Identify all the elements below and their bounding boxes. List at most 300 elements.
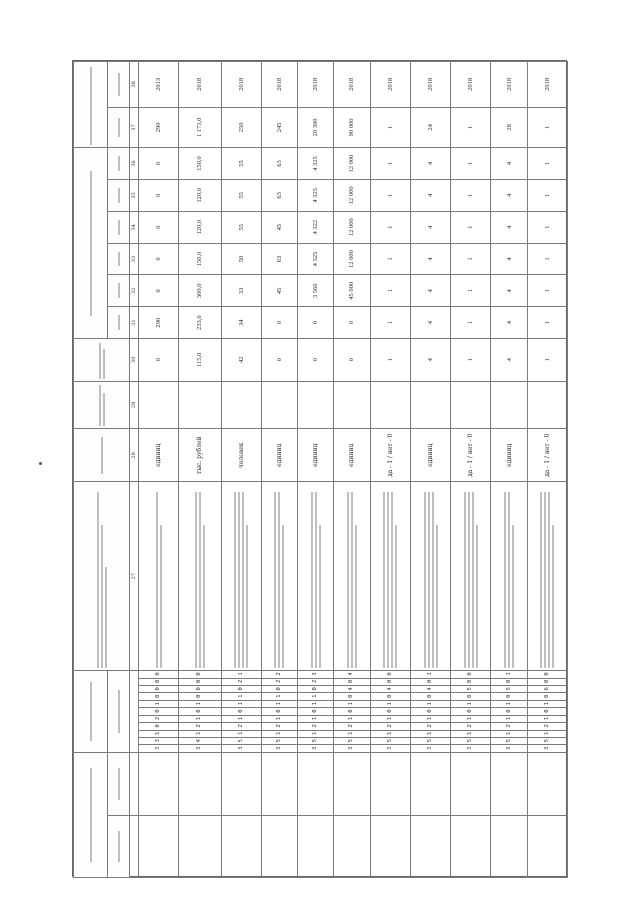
program-code-digit: 1	[451, 730, 491, 737]
planned-value-cell: 33	[221, 275, 261, 307]
source-cell	[179, 381, 221, 429]
total-cell: 245	[261, 107, 297, 147]
column-number: 36	[130, 148, 139, 180]
planned-value-cell: 1	[451, 275, 491, 307]
table-row	[334, 62, 370, 878]
program-code-digit: 2	[410, 723, 450, 730]
table-row	[410, 62, 450, 878]
budget-classification-cell	[139, 816, 179, 878]
program-code-digit: 1	[334, 715, 370, 722]
column-number: 38	[130, 62, 139, 108]
program-code-digit: 1	[179, 700, 221, 707]
planned-value-cell: 4 322	[298, 211, 334, 243]
program-code-digit: 0	[179, 693, 221, 700]
indicator-description	[451, 482, 491, 671]
program-code-digit: 2	[221, 678, 261, 685]
budget-classification-cell	[221, 752, 261, 816]
program-code-digit: 2	[334, 723, 370, 730]
program-code-digit: 1	[451, 700, 491, 707]
indicator-description	[139, 482, 179, 671]
program-code-digit: 1	[179, 730, 221, 737]
planned-value-cell: 1	[451, 307, 491, 339]
target-year-cell: 2018	[179, 62, 221, 108]
column-number: 29	[130, 381, 139, 429]
planned-value-cell: 4	[410, 179, 450, 211]
program-code-digit: 0	[410, 693, 450, 700]
planned-value-cell: 4 325	[298, 179, 334, 211]
program-code-digit: 1	[527, 700, 567, 707]
base-value-cell: 42	[221, 339, 261, 381]
table-body	[139, 62, 568, 878]
program-code-digit: 0	[179, 686, 221, 693]
unit-cell: единиц	[334, 429, 370, 482]
planned-value-cell: 4 325	[298, 243, 334, 275]
planned-value-cell: 1	[527, 211, 567, 243]
program-code-digit: 0	[410, 678, 450, 685]
unit-cell: единиц	[261, 429, 297, 482]
target-year-cell: 2013	[139, 62, 179, 108]
indicator-description	[491, 482, 527, 671]
program-code-digit: 0	[139, 708, 179, 715]
target-year-cell: 2018	[298, 62, 334, 108]
program-code-digit: 2	[491, 723, 527, 730]
planned-value-cell: 1	[451, 148, 491, 180]
program-code-digit: 0	[451, 671, 491, 678]
program-code-digit: 0	[527, 708, 567, 715]
table-row	[491, 62, 527, 878]
table-row	[261, 62, 297, 878]
planned-value-cell: 0	[139, 148, 179, 180]
rotated-table-frame	[72, 60, 567, 877]
header-budget-classification	[74, 752, 108, 877]
program-code-digit: 1	[221, 671, 261, 678]
header-planned-values	[74, 148, 108, 339]
unit-cell: единиц	[298, 429, 334, 482]
planned-value-cell: 233,0	[179, 307, 221, 339]
indicator-description	[370, 482, 410, 671]
program-code-digit: 2	[261, 723, 297, 730]
program-code-digit: 0	[261, 686, 297, 693]
planned-value-cell: 55	[221, 148, 261, 180]
program-code-digit: 0	[139, 686, 179, 693]
program-code-digit: 0	[334, 693, 370, 700]
program-code-digit: 1	[261, 730, 297, 737]
base-value-cell: 0	[139, 339, 179, 381]
program-code-digit: 5	[410, 737, 450, 744]
base-value-cell: 0	[298, 339, 334, 381]
indicator-description	[334, 482, 370, 671]
program-code-digit: 4	[370, 686, 410, 693]
planned-value-cell: 12 000	[334, 148, 370, 180]
target-year-cell: 2018	[261, 62, 297, 108]
program-code-digit: 0	[491, 708, 527, 715]
column-number: 27	[130, 482, 139, 671]
planned-value-cell: 4	[491, 243, 527, 275]
table-row	[179, 62, 221, 878]
program-code-digit: 4	[334, 671, 370, 678]
planned-value-cell: 4	[410, 148, 450, 180]
program-code-digit: 1	[491, 700, 527, 707]
program-code-digit: 5	[491, 686, 527, 693]
total-cell: 290	[139, 107, 179, 147]
program-code-digit: 0	[451, 678, 491, 685]
program-code-digit: 1	[370, 700, 410, 707]
program-code-digit: 2	[298, 723, 334, 730]
planned-value-cell: 55	[221, 179, 261, 211]
planned-value-cell: 1	[451, 243, 491, 275]
unit-cell: да - 1 / нет - 0	[451, 429, 491, 482]
planned-value-cell: 3 560	[298, 275, 334, 307]
planned-value-cell: 4	[491, 275, 527, 307]
program-code-digit: 1	[298, 693, 334, 700]
program-code-digit: 5	[527, 737, 567, 744]
source-cell	[527, 381, 567, 429]
indicator-description	[410, 482, 450, 671]
program-code-digit: 1	[139, 730, 179, 737]
program-code-digit: 1	[410, 700, 450, 707]
indicator-description	[298, 482, 334, 671]
program-code-digit: 2	[370, 723, 410, 730]
indicator-description	[261, 482, 297, 671]
indicator-description	[527, 482, 567, 671]
program-code-digit: 3	[334, 745, 370, 752]
planned-value-cell: 50	[221, 243, 261, 275]
program-code-digit: 5	[451, 686, 491, 693]
table-row	[370, 62, 410, 878]
base-value-cell: 4	[491, 339, 527, 381]
program-code-digit: 1	[221, 730, 261, 737]
unit-cell: да - 1 / нет - 0	[370, 429, 410, 482]
planned-value-cell: 1	[370, 211, 410, 243]
base-value-cell: 4	[410, 339, 450, 381]
table-row	[221, 62, 261, 878]
base-value-cell: 1	[370, 339, 410, 381]
budget-classification-cell	[527, 816, 567, 878]
program-indicators-table	[73, 61, 568, 878]
target-year-cell: 2018	[527, 62, 567, 108]
program-code-digit: 3	[410, 745, 450, 752]
target-year-cell: 2018	[334, 62, 370, 108]
budget-classification-cell	[527, 752, 567, 816]
planned-value-cell: 45	[261, 211, 297, 243]
program-code-digit: 1	[334, 730, 370, 737]
header-achievement	[74, 62, 108, 148]
program-code-digit: 0	[451, 708, 491, 715]
program-code-digit: 5	[491, 737, 527, 744]
program-code-digit: 0	[491, 678, 527, 685]
program-code-digit: 1	[179, 715, 221, 722]
program-code-digit: 0	[139, 671, 179, 678]
budget-classification-cell	[334, 816, 370, 878]
program-code-digit: 0	[179, 708, 221, 715]
total-cell: 90 000	[334, 107, 370, 147]
planned-value-cell: 1	[451, 211, 491, 243]
program-code-digit: 0	[298, 686, 334, 693]
total-cell: 250	[221, 107, 261, 147]
column-number: 30	[130, 339, 139, 381]
planned-value-cell: 63	[261, 243, 297, 275]
unit-cell: тыс. рублей	[179, 429, 221, 482]
source-cell	[298, 381, 334, 429]
program-code-digit: 0	[527, 693, 567, 700]
source-cell	[334, 381, 370, 429]
program-code-digit: 1	[298, 730, 334, 737]
program-code-digit: 1	[221, 700, 261, 707]
program-code-digit: 5	[261, 737, 297, 744]
budget-classification-cell	[491, 752, 527, 816]
program-code-digit: 4	[410, 686, 450, 693]
program-code-digit: 3	[527, 745, 567, 752]
budget-classification-cell	[491, 816, 527, 878]
program-code-digit: 5	[298, 737, 334, 744]
program-code-digit: 3	[491, 745, 527, 752]
budget-classification-cell	[410, 752, 450, 816]
program-code-digit: 3	[451, 745, 491, 752]
program-code-digit: 2	[139, 715, 179, 722]
source-cell	[370, 381, 410, 429]
header-program-codes	[74, 671, 108, 753]
program-code-digit: 2	[221, 723, 261, 730]
column-number: 33	[130, 243, 139, 275]
program-code-digit: 0	[370, 678, 410, 685]
program-code-digit: 3	[261, 745, 297, 752]
budget-classification-cell	[451, 816, 491, 878]
unit-cell: единиц	[491, 429, 527, 482]
planned-value-cell: 4 325	[298, 148, 334, 180]
program-code-digit: 1	[261, 715, 297, 722]
program-code-digit: 3	[139, 737, 179, 744]
program-code-digit: 0	[370, 693, 410, 700]
planned-value-cell: 150,0	[179, 243, 221, 275]
program-code-digit: 1	[370, 715, 410, 722]
total-cell: 1	[370, 107, 410, 147]
indicator-description	[221, 482, 261, 671]
planned-value-cell: 0	[139, 243, 179, 275]
column-number: 31	[130, 307, 139, 339]
target-year-cell: 2018	[221, 62, 261, 108]
planned-value-cell: 63	[261, 179, 297, 211]
program-code-digit: 1	[491, 671, 527, 678]
planned-value-cell: 0	[298, 307, 334, 339]
header-unit	[74, 429, 130, 482]
column-number: 37	[130, 107, 139, 147]
program-code-digit: 1	[451, 715, 491, 722]
planned-value-cell: 0	[139, 179, 179, 211]
total-cell: 28	[491, 107, 527, 147]
planned-value-cell: 4	[410, 211, 450, 243]
column-number: 34	[130, 211, 139, 243]
planned-value-cell: 4	[491, 211, 527, 243]
planned-value-cell: 4	[491, 148, 527, 180]
total-cell: 1	[527, 107, 567, 147]
table-row	[527, 62, 567, 878]
program-code-digit: 1	[410, 730, 450, 737]
unit-cell: да - 1 / нет - 0	[527, 429, 567, 482]
base-value-cell: 115,0	[179, 339, 221, 381]
budget-classification-cell	[298, 816, 334, 878]
program-code-digit: 0	[261, 708, 297, 715]
scan-speck	[39, 462, 42, 465]
planned-value-cell: 0	[261, 307, 297, 339]
planned-value-cell: 1	[527, 307, 567, 339]
program-code-digit: 0	[298, 708, 334, 715]
total-cell: 24	[410, 107, 450, 147]
planned-value-cell: 1	[370, 179, 410, 211]
planned-value-cell: 290	[139, 307, 179, 339]
source-cell	[261, 381, 297, 429]
column-number: 28	[130, 429, 139, 482]
program-code-digit: 2	[261, 678, 297, 685]
program-code-digit: 1	[139, 700, 179, 707]
program-code-digit: 3	[298, 745, 334, 752]
program-code-digit: 1	[491, 715, 527, 722]
base-value-cell: 0	[334, 339, 370, 381]
column-number: 35	[130, 179, 139, 211]
planned-value-cell: 34	[221, 307, 261, 339]
planned-value-cell: 0	[334, 307, 370, 339]
program-code-digit: 1	[334, 700, 370, 707]
unit-cell: единиц	[410, 429, 450, 482]
base-value-cell: 0	[261, 339, 297, 381]
program-code-digit: 2	[179, 723, 221, 730]
planned-value-cell: 300,0	[179, 275, 221, 307]
program-code-digit: 1	[491, 730, 527, 737]
target-year-cell: 2018	[451, 62, 491, 108]
planned-value-cell: 45	[261, 275, 297, 307]
program-code-digit: 0	[334, 708, 370, 715]
column-number: 32	[130, 275, 139, 307]
program-code-digit: 6	[527, 686, 567, 693]
budget-classification-cell	[139, 752, 179, 816]
planned-value-cell: 1	[451, 179, 491, 211]
total-cell: 20 390	[298, 107, 334, 147]
source-cell	[139, 381, 179, 429]
program-code-digit: 0	[491, 693, 527, 700]
program-code-digit: 0	[527, 678, 567, 685]
program-code-digit: 0	[139, 678, 179, 685]
program-code-digit: 3	[370, 745, 410, 752]
program-code-digit: 0	[370, 708, 410, 715]
planned-value-cell: 1	[527, 275, 567, 307]
rotated-table	[73, 61, 568, 878]
planned-value-cell: 1	[370, 148, 410, 180]
program-code-digit: 2	[298, 678, 334, 685]
budget-classification-cell	[261, 752, 297, 816]
program-code-digit: 2	[527, 723, 567, 730]
planned-value-cell: 4	[410, 275, 450, 307]
program-code-digit: 1	[261, 693, 297, 700]
table-row	[139, 62, 179, 878]
program-code-digit: 1	[410, 671, 450, 678]
budget-classification-cell	[410, 816, 450, 878]
program-code-digit: 1	[410, 715, 450, 722]
target-year-cell: 2018	[370, 62, 410, 108]
planned-value-cell: 1	[527, 148, 567, 180]
program-code-digit: 1	[527, 730, 567, 737]
budget-classification-cell	[370, 816, 410, 878]
table-row	[451, 62, 491, 878]
budget-classification-cell	[221, 816, 261, 878]
program-code-digit: 2	[261, 671, 297, 678]
source-cell	[221, 381, 261, 429]
program-code-digit: 1	[221, 715, 261, 722]
program-code-digit: 1	[527, 715, 567, 722]
program-code-digit: 0	[410, 708, 450, 715]
program-code-digit: 0	[139, 693, 179, 700]
program-code-digit: 5	[334, 737, 370, 744]
planned-value-cell: 1	[527, 179, 567, 211]
budget-classification-cell	[179, 816, 221, 878]
base-value-cell: 1	[451, 339, 491, 381]
budget-classification-cell	[179, 752, 221, 816]
program-code-digit: 4	[334, 686, 370, 693]
program-code-digit: 3	[139, 745, 179, 752]
program-code-digit: 4	[179, 737, 221, 744]
program-code-digit: 0	[221, 708, 261, 715]
planned-value-cell: 120,0	[179, 211, 221, 243]
header-indicator-name	[74, 482, 130, 671]
target-year-cell: 2018	[491, 62, 527, 108]
source-cell	[451, 381, 491, 429]
program-code-digit: 0	[179, 671, 221, 678]
program-code-digit: 3	[221, 745, 261, 752]
planned-value-cell: 4	[491, 307, 527, 339]
program-code-digit: 5	[370, 737, 410, 744]
total-cell: 1 173,0	[179, 107, 221, 147]
program-code-digit: 3	[179, 745, 221, 752]
planned-value-cell: 4	[410, 307, 450, 339]
program-code-digit: 0	[179, 678, 221, 685]
table-row	[298, 62, 334, 878]
budget-classification-cell	[370, 752, 410, 816]
planned-value-cell: 150,0	[179, 148, 221, 180]
planned-value-cell: 1	[370, 243, 410, 275]
program-code-digit: 0	[139, 723, 179, 730]
planned-value-cell: 1	[527, 243, 567, 275]
planned-value-cell: 12 000	[334, 179, 370, 211]
program-code-digit: 0	[221, 686, 261, 693]
planned-value-cell: 45 000	[334, 275, 370, 307]
program-code-digit: 1	[370, 730, 410, 737]
program-code-digit: 1	[261, 700, 297, 707]
budget-classification-cell	[261, 816, 297, 878]
planned-value-cell: 4	[410, 243, 450, 275]
unit-cell: единиц	[139, 429, 179, 482]
planned-value-cell: 63	[261, 148, 297, 180]
program-code-digit: 0	[370, 671, 410, 678]
budget-classification-cell	[451, 752, 491, 816]
planned-value-cell: 55	[221, 211, 261, 243]
source-cell	[410, 381, 450, 429]
total-cell: 1	[451, 107, 491, 147]
planned-value-cell: 4	[491, 179, 527, 211]
program-code-digit: 0	[527, 671, 567, 678]
planned-value-cell: 1	[370, 275, 410, 307]
planned-value-cell: 12 000	[334, 211, 370, 243]
program-code-digit: 0	[451, 693, 491, 700]
target-year-cell: 2018	[410, 62, 450, 108]
planned-value-cell: 1	[370, 307, 410, 339]
header-base-value	[74, 339, 130, 381]
planned-value-cell: 0	[139, 275, 179, 307]
source-cell	[491, 381, 527, 429]
table-header-row	[74, 62, 108, 878]
budget-classification-cell	[298, 752, 334, 816]
planned-value-cell: 120,0	[179, 179, 221, 211]
program-code-digit: 2	[451, 723, 491, 730]
budget-classification-cell	[334, 752, 370, 816]
program-code-digit: 1	[298, 700, 334, 707]
